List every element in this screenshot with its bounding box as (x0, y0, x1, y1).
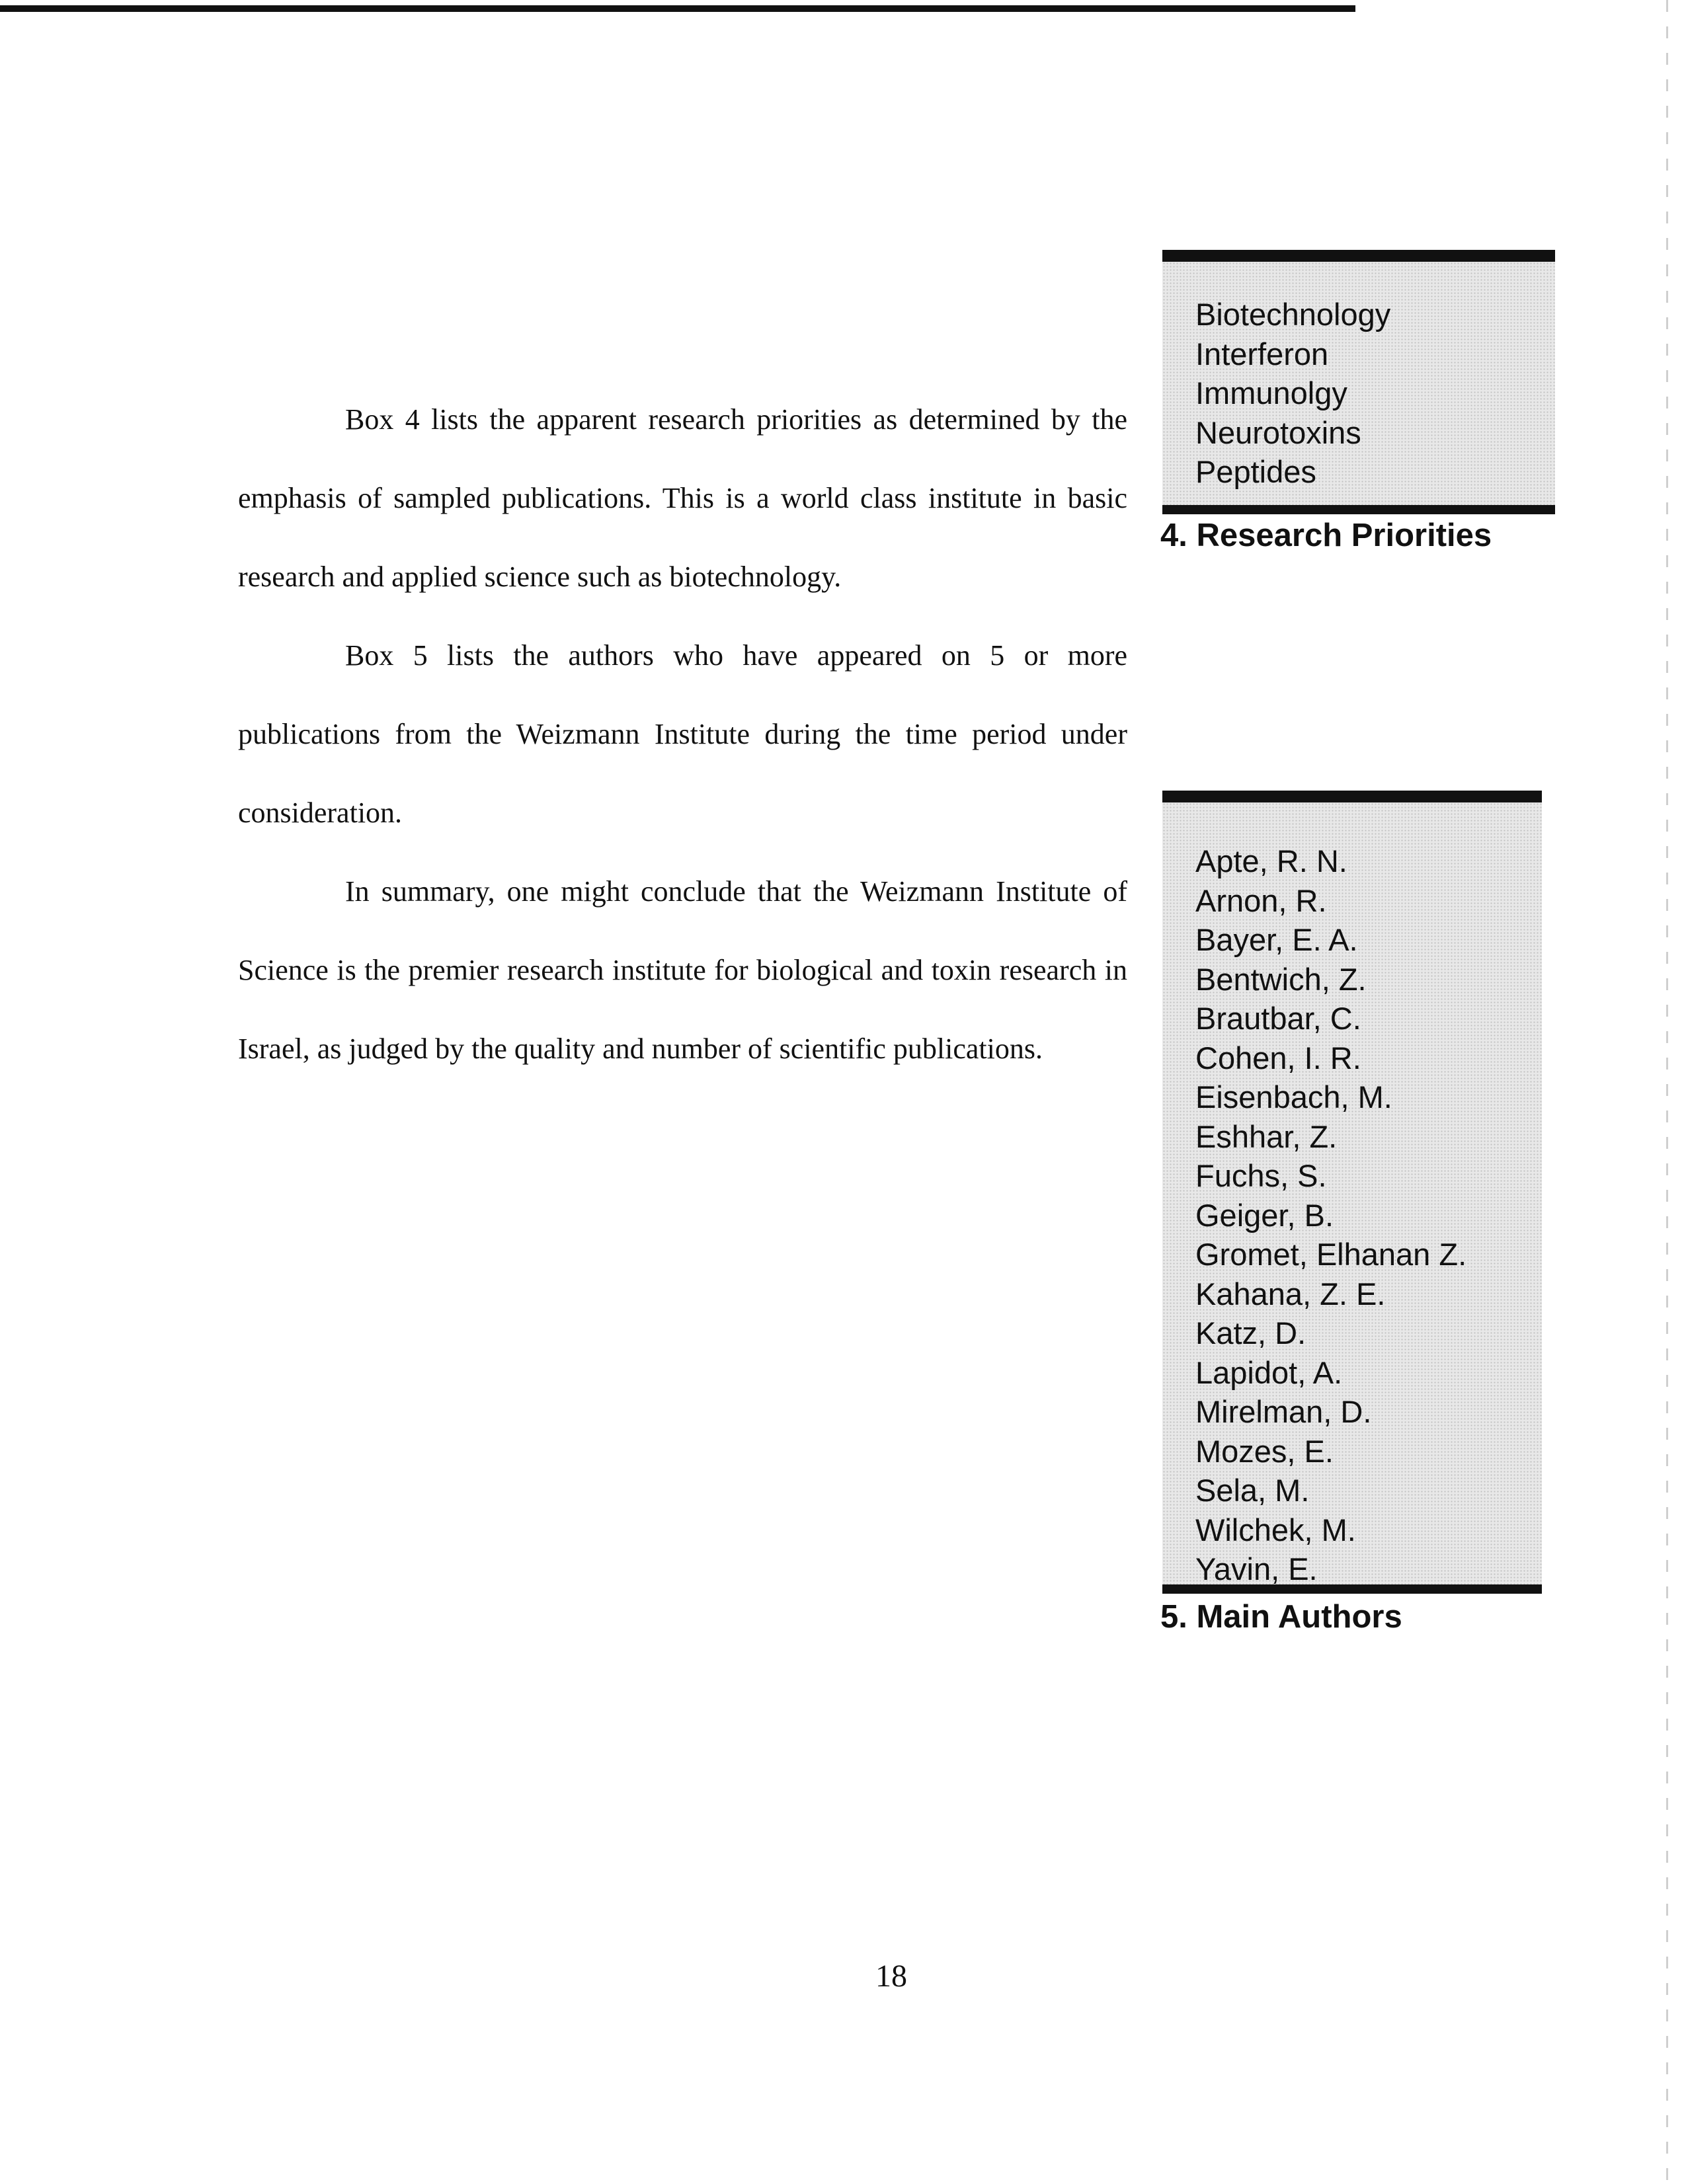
author-item: Mozes, E. (1195, 1433, 1334, 1469)
priority-item: Biotechnology (1195, 297, 1391, 332)
author-item: Fuchs, S. (1195, 1158, 1327, 1193)
author-item: Sela, M. (1195, 1473, 1310, 1508)
author-item: Lapidot, A. (1195, 1354, 1343, 1390)
priority-item: Interferon (1195, 336, 1329, 371)
author-item: Eshhar, Z. (1195, 1118, 1338, 1154)
priority-item: Peptides (1195, 454, 1316, 489)
author-item: Cohen, I. R. (1195, 1040, 1361, 1075)
author-item: Brautbar, C. (1195, 1001, 1361, 1036)
paragraph-summary: In summary, one might conclude that the Weizmann Institute of Science is the premier research institute for biological and toxin research in Israel, as judged by the quality and number of scientific publications. (238, 875, 1127, 1065)
research-priorities-caption: 4. Research Priorities (1160, 518, 1492, 553)
author-item: Mirelman, D. (1195, 1394, 1372, 1429)
author-item: Gromet, Elhanan Z. (1195, 1237, 1467, 1272)
author-item: Katz, D. (1195, 1315, 1306, 1350)
author-item: Arnon, R. (1195, 882, 1327, 918)
priority-item: Neurotoxins (1195, 414, 1361, 450)
priority-item: Immunolgy (1195, 375, 1347, 410)
author-item: Yavin, E. (1195, 1551, 1318, 1586)
author-item: Geiger, B. (1195, 1197, 1334, 1233)
page-number: 18 (875, 1959, 907, 1994)
author-item: Kahana, Z. E. (1195, 1276, 1386, 1311)
author-item: Bayer, E. A. (1195, 922, 1358, 957)
author-item: Wilchek, M. (1195, 1512, 1356, 1547)
paragraph-box5-intro: Box 5 lists the authors who have appeared on 5 or more publications from the Weizmann Institute during the time period under consideration. (238, 639, 1127, 829)
top-rule (0, 5, 1355, 12)
research-priorities-box (1162, 250, 1555, 514)
author-item: Eisenbach, M. (1195, 1079, 1392, 1114)
body-text (238, 380, 1127, 1088)
main-authors-caption: 5. Main Authors (1160, 1599, 1402, 1635)
scan-edge (1666, 0, 1668, 2184)
paragraph-box4-intro: Box 4 lists the apparent research priorities as determined by the emphasis of sampled publications. This is a world class institute in basic research and applied science such as biotechnology. (238, 403, 1127, 593)
main-authors-box (1162, 791, 1542, 1594)
author-item: Apte, R. N. (1195, 843, 1347, 878)
author-item: Bentwich, Z. (1195, 961, 1367, 997)
